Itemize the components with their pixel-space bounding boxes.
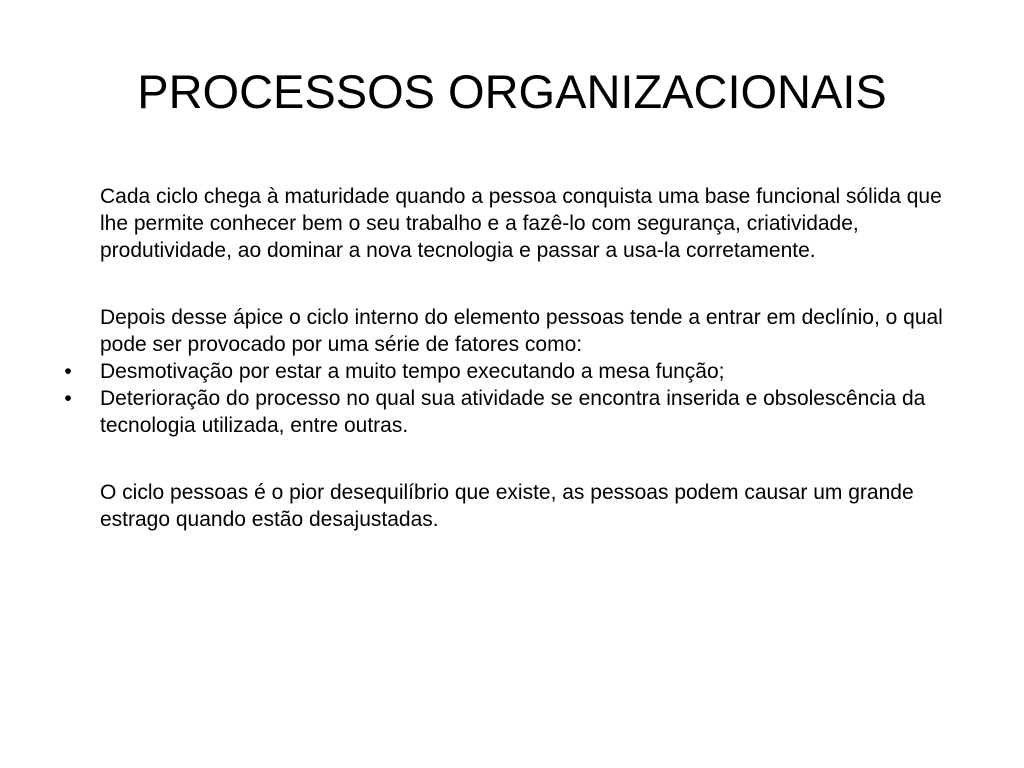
bullet-text: Deterioração do processo no qual sua atividade se encontra inserida e obsolescência da tecnologia utilizada, entre outras. bbox=[100, 387, 926, 437]
paragraph-maturity: Cada ciclo chega à maturidade quando a pessoa conquista uma base funcional sólida que lhe permite conhecer bem o seu trabalho e a fazê-lo com segurança, criatividade, produtividade, ao dominar a nova tecnologia e passar a usa-la corretamente. bbox=[100, 185, 942, 262]
bullet-item bbox=[64, 358, 970, 385]
bullet-marker: • bbox=[64, 360, 72, 383]
bullet-item bbox=[64, 385, 970, 439]
paragraph-decline: Depois desse ápice o ciclo interno do elemento pessoas tende a entrar em declínio, o qual pode ser provocado por uma série de fatores como: bbox=[100, 306, 943, 356]
paragraph-conclusion: O ciclo pessoas é o pior desequilíbrio que existe, as pessoas podem causar um grande estrago quando estão desajustadas. bbox=[100, 481, 914, 531]
bullet-text: Desmotivação por estar a muito tempo executando a mesa função; bbox=[100, 360, 725, 383]
bullet-marker: • bbox=[64, 387, 72, 410]
slide-title: PROCESSOS ORGANIZACIONAIS bbox=[137, 65, 887, 118]
slide-body bbox=[64, 183, 970, 533]
